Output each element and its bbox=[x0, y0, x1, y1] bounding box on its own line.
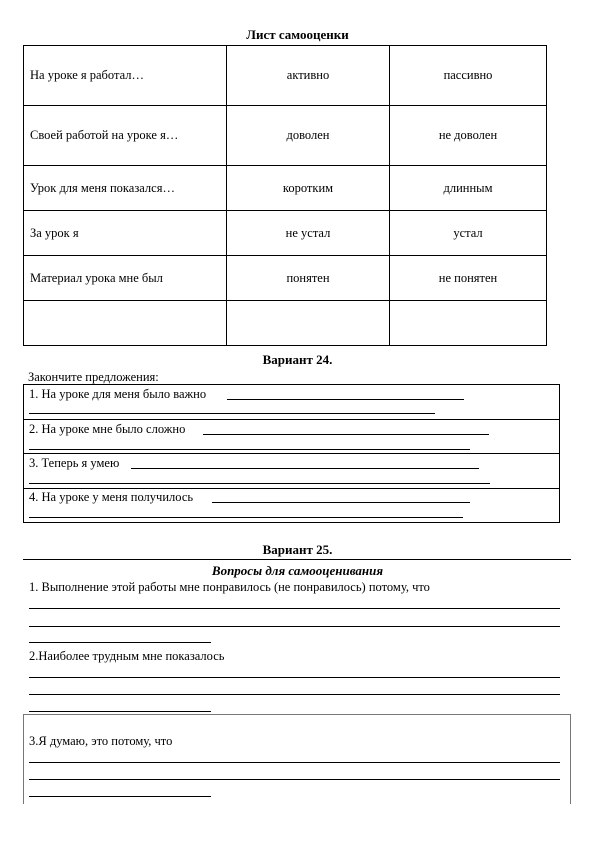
table-row bbox=[24, 166, 547, 211]
row-label[interactable] bbox=[24, 301, 227, 346]
question-prompt: 3.Я думаю, это потому, что bbox=[29, 734, 173, 748]
answer-line[interactable] bbox=[29, 413, 435, 414]
option-cell[interactable]: длинным bbox=[390, 166, 547, 211]
option-cell[interactable]: коротким bbox=[227, 166, 390, 211]
row-label: Урок для меня показался… bbox=[24, 166, 227, 211]
answer-line[interactable] bbox=[29, 626, 560, 627]
question-3-box bbox=[23, 714, 571, 804]
answer-line[interactable] bbox=[29, 762, 560, 763]
table-row bbox=[24, 211, 547, 256]
question-prompt: 2.Наиболее трудным мне показалось bbox=[29, 649, 225, 663]
table-row bbox=[24, 46, 547, 106]
row-divider bbox=[23, 488, 560, 489]
option-cell[interactable]: активно bbox=[227, 46, 390, 106]
answer-line[interactable] bbox=[29, 608, 560, 609]
table-row bbox=[24, 106, 547, 166]
answer-line[interactable] bbox=[212, 502, 470, 503]
sentence-prompt: 3. Теперь я умею bbox=[29, 456, 120, 470]
row-label: Своей работой на уроке я… bbox=[24, 106, 227, 166]
row-label: На уроке я работал… bbox=[24, 46, 227, 106]
answer-line[interactable] bbox=[203, 434, 489, 435]
option-cell[interactable]: устал bbox=[390, 211, 547, 256]
option-cell[interactable]: не понятен bbox=[390, 256, 547, 301]
answer-line[interactable] bbox=[29, 796, 211, 797]
answer-line[interactable] bbox=[29, 711, 211, 712]
sentence-prompt: 1. На уроке для меня было важно bbox=[29, 387, 207, 401]
row-label: Материал урока мне был bbox=[24, 256, 227, 301]
option-cell[interactable]: не устал bbox=[227, 211, 390, 256]
row-divider bbox=[23, 419, 560, 420]
table-row bbox=[24, 256, 547, 301]
answer-line[interactable] bbox=[29, 779, 560, 780]
variant-25-title: Вариант 25. bbox=[262, 542, 333, 557]
variant-25-subtitle: Вопросы для самооценивания bbox=[211, 563, 384, 578]
option-cell[interactable]: не доволен bbox=[390, 106, 547, 166]
option-cell[interactable]: доволен bbox=[227, 106, 390, 166]
answer-line[interactable] bbox=[131, 468, 479, 469]
answer-line[interactable] bbox=[227, 399, 464, 400]
option-cell[interactable]: пассивно bbox=[390, 46, 547, 106]
option-cell[interactable]: понятен bbox=[227, 256, 390, 301]
table-row bbox=[24, 301, 547, 346]
variant-24-title: Вариант 24. bbox=[262, 352, 333, 367]
sentence-prompt: 2. На уроке мне было сложно bbox=[29, 422, 186, 436]
self-assessment-table bbox=[23, 45, 547, 346]
answer-line[interactable] bbox=[29, 517, 463, 518]
option-cell[interactable] bbox=[227, 301, 390, 346]
row-label: За урок я bbox=[24, 211, 227, 256]
answer-line[interactable] bbox=[29, 677, 560, 678]
answer-line[interactable] bbox=[29, 449, 470, 450]
question-prompt: 1. Выполнение этой работы мне понравилось (не понравилось) потому, что bbox=[29, 580, 430, 594]
row-divider bbox=[23, 453, 560, 454]
instruction-text: Закончите предложения: bbox=[28, 370, 159, 384]
option-cell[interactable] bbox=[390, 301, 547, 346]
sentence-prompt: 4. На уроке у меня получилось bbox=[29, 490, 194, 504]
answer-line[interactable] bbox=[29, 694, 560, 695]
sheet-title: Лист самооценки bbox=[246, 27, 349, 42]
answer-line[interactable] bbox=[29, 642, 211, 643]
section-divider bbox=[23, 559, 571, 560]
answer-line[interactable] bbox=[29, 483, 490, 484]
